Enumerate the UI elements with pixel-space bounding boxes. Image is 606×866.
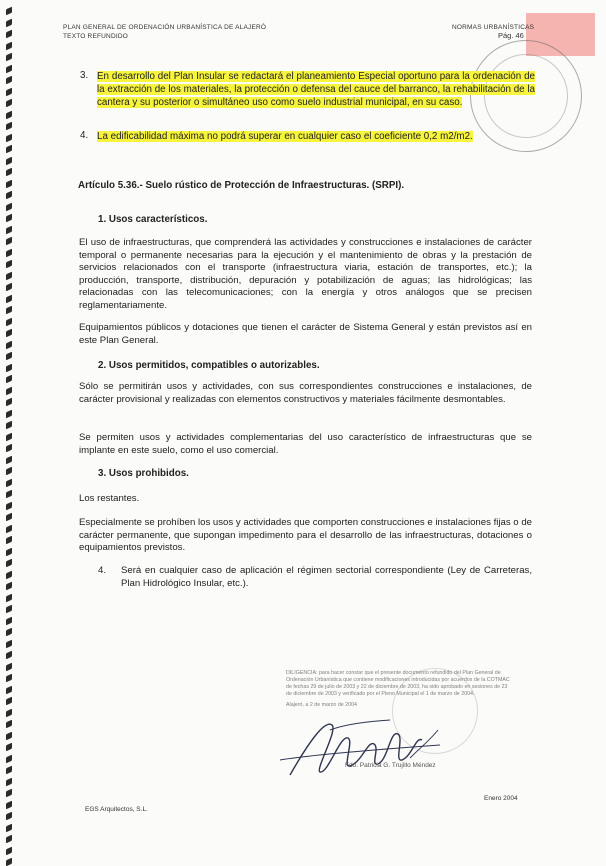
highlighted-item-3 [97, 70, 535, 109]
binding-hole [6, 202, 12, 211]
item-number: 4. [98, 565, 107, 576]
binding-hole [6, 536, 12, 545]
binding-hole [6, 616, 12, 625]
binding-hole [6, 547, 12, 556]
paragraph: Sólo se permitirán usos y actividades, con sus correspondientes construcciones e instalaciones, de carácter provisional y realizadas con elementos constructivos y materiales fácilmente desmontables. [79, 381, 532, 405]
binding-hole [6, 835, 12, 844]
page-number: Pág. 46 [498, 31, 524, 40]
binding-hole [6, 478, 12, 487]
footer-company: EGS Arquitectos, S.L. [85, 806, 148, 813]
binding-hole [6, 651, 12, 660]
binding-hole [6, 168, 12, 177]
binding-hole [6, 846, 12, 855]
item-3-text: En desarrollo del Plan Insular se redactará el planeamiento Especial oportuno para la ordenación de la extracción de los materiales, la protección o defensa del cauce del barranco, la rehabilitación de la cantera y su posterior o simultáneo uso como suelo industrial municipal, en su caso. [97, 71, 535, 108]
section-heading: 3. Usos prohibidos. [98, 468, 189, 479]
binding-holes [2, 0, 16, 866]
binding-hole [6, 501, 12, 510]
binding-hole [6, 409, 12, 418]
binding-hole [6, 812, 12, 821]
binding-hole [6, 99, 12, 108]
item-4-text: La edificabilidad máxima no podrá superar en cualquier caso el coeficiente 0,2 m2/m2. [97, 131, 473, 142]
certification-date: Alajeró, a 2 de marzo de 2004 [286, 702, 357, 708]
binding-hole [6, 145, 12, 154]
binding-hole [6, 306, 12, 315]
header-plan-title: PLAN GENERAL DE ORDENACIÓN URBANÍSTICA DE ALAJERÓ [63, 24, 267, 31]
binding-hole [6, 639, 12, 648]
certification-text: DILIGENCIA: para hacer constar que el presente documento refundido del Plan General de Ordenación Urbanística que contiene modificaciones introducidas por acuerdos de la COTMAC de fechas 29 de julio de 2003 y 22 de diciembre de 2003, ha sido aprobado en sesiones de 23 de diciembre de 2003 y verificado por el Pleno Municipal el 1 de marzo de 2004. [286, 670, 510, 697]
binding-hole [6, 708, 12, 717]
binding-hole [6, 766, 12, 775]
binding-hole [6, 593, 12, 602]
binding-hole [6, 731, 12, 740]
binding-hole [6, 41, 12, 50]
binding-hole [6, 697, 12, 706]
binding-hole [6, 225, 12, 234]
binding-hole [6, 605, 12, 614]
binding-hole [6, 64, 12, 73]
binding-hole [6, 467, 12, 476]
binding-hole [6, 444, 12, 453]
binding-hole [6, 329, 12, 338]
header-left [63, 24, 266, 41]
binding-hole [6, 237, 12, 246]
binding-hole [6, 18, 12, 27]
binding-hole [6, 490, 12, 499]
paragraph: Equipamientos públicos y dotaciones que tienen el carácter de Sistema General y están previstos así en este Plan General. [79, 322, 532, 346]
paragraph: Los restantes. [79, 493, 140, 504]
binding-hole [6, 110, 12, 119]
section-heading: 2. Usos permitidos, compatibles o autorizables. [98, 360, 320, 371]
binding-hole [6, 248, 12, 257]
binding-hole [6, 789, 12, 798]
binding-hole [6, 386, 12, 395]
paragraph: El uso de infraestructuras, que comprenderá las actividades y construcciones e instalaciones de carácter temporal o permanente necesarias para la ejecución y el mantenimiento de obras y la prestación de servicios relacionados con el transporte (infraestructura viaria, estación de transportes, etc.); la producción, transporte, distribución, depuración y potabilización de aguas; las hidrológicas; las relacionadas con las telecomunicaciones; con la energía y otros análogos que se precisen reglamentariamente. [79, 237, 532, 311]
binding-hole [6, 662, 12, 671]
binding-hole [6, 720, 12, 729]
article-title: Artículo 5.36.- Suelo rústico de Protección de Infraestructuras. (SRPI). [78, 180, 405, 191]
binding-hole [6, 432, 12, 441]
footer-date: Enero 2004 [484, 795, 518, 802]
binding-hole [6, 777, 12, 786]
binding-hole [6, 156, 12, 165]
handwritten-signature [270, 700, 450, 790]
binding-hole [6, 7, 12, 16]
binding-hole [6, 214, 12, 223]
paragraph: Se permiten usos y actividades complementarias del uso característico de infraestructuras que se implante en este suelo, como el uso comercial. [79, 432, 532, 456]
header-section-title: NORMAS URBANÍSTICAS [452, 24, 535, 31]
header-subtitle: TEXTO REFUNDIDO [63, 32, 128, 40]
binding-hole [6, 421, 12, 430]
binding-hole [6, 191, 12, 200]
binding-hole [6, 133, 12, 142]
binding-hole [6, 513, 12, 522]
binding-hole [6, 524, 12, 533]
binding-hole [6, 352, 12, 361]
paragraph: Especialmente se prohíben los usos y actividades que comporten construcciones e instalaciones fijas o de carácter permanente, que supongan impedimento para el desarrollo de las infraestructuras, dotaciones o equipamientos previstos. [79, 517, 532, 554]
binding-hole [6, 260, 12, 269]
binding-hole [6, 800, 12, 809]
binding-hole [6, 455, 12, 464]
highlighted-item-4 [97, 130, 535, 143]
binding-hole [6, 398, 12, 407]
binding-hole [6, 823, 12, 832]
signer-name: Fdo. Patricia G. Trujillo Méndez [345, 762, 436, 769]
binding-hole [6, 340, 12, 349]
paragraph: Será en cualquier caso de aplicación el régimen sectorial correspondiente (Ley de Carreteras, Plan Hidrológico Insular, etc.). [121, 565, 532, 589]
binding-hole [6, 179, 12, 188]
item-number: 4. [80, 130, 89, 141]
binding-hole [6, 754, 12, 763]
section-heading: 1. Usos característicos. [98, 214, 208, 225]
binding-hole [6, 294, 12, 303]
binding-hole [6, 674, 12, 683]
binding-hole [6, 363, 12, 372]
binding-hole [6, 685, 12, 694]
binding-hole [6, 76, 12, 85]
binding-hole [6, 122, 12, 131]
binding-hole [6, 271, 12, 280]
binding-hole [6, 87, 12, 96]
binding-hole [6, 375, 12, 384]
item-number: 3. [80, 70, 89, 81]
binding-hole [6, 283, 12, 292]
binding-hole [6, 858, 12, 866]
binding-hole [6, 559, 12, 568]
binding-hole [6, 582, 12, 591]
binding-hole [6, 317, 12, 326]
binding-hole [6, 53, 12, 62]
binding-hole [6, 30, 12, 39]
binding-hole [6, 628, 12, 637]
binding-hole [6, 743, 12, 752]
binding-hole [6, 570, 12, 579]
